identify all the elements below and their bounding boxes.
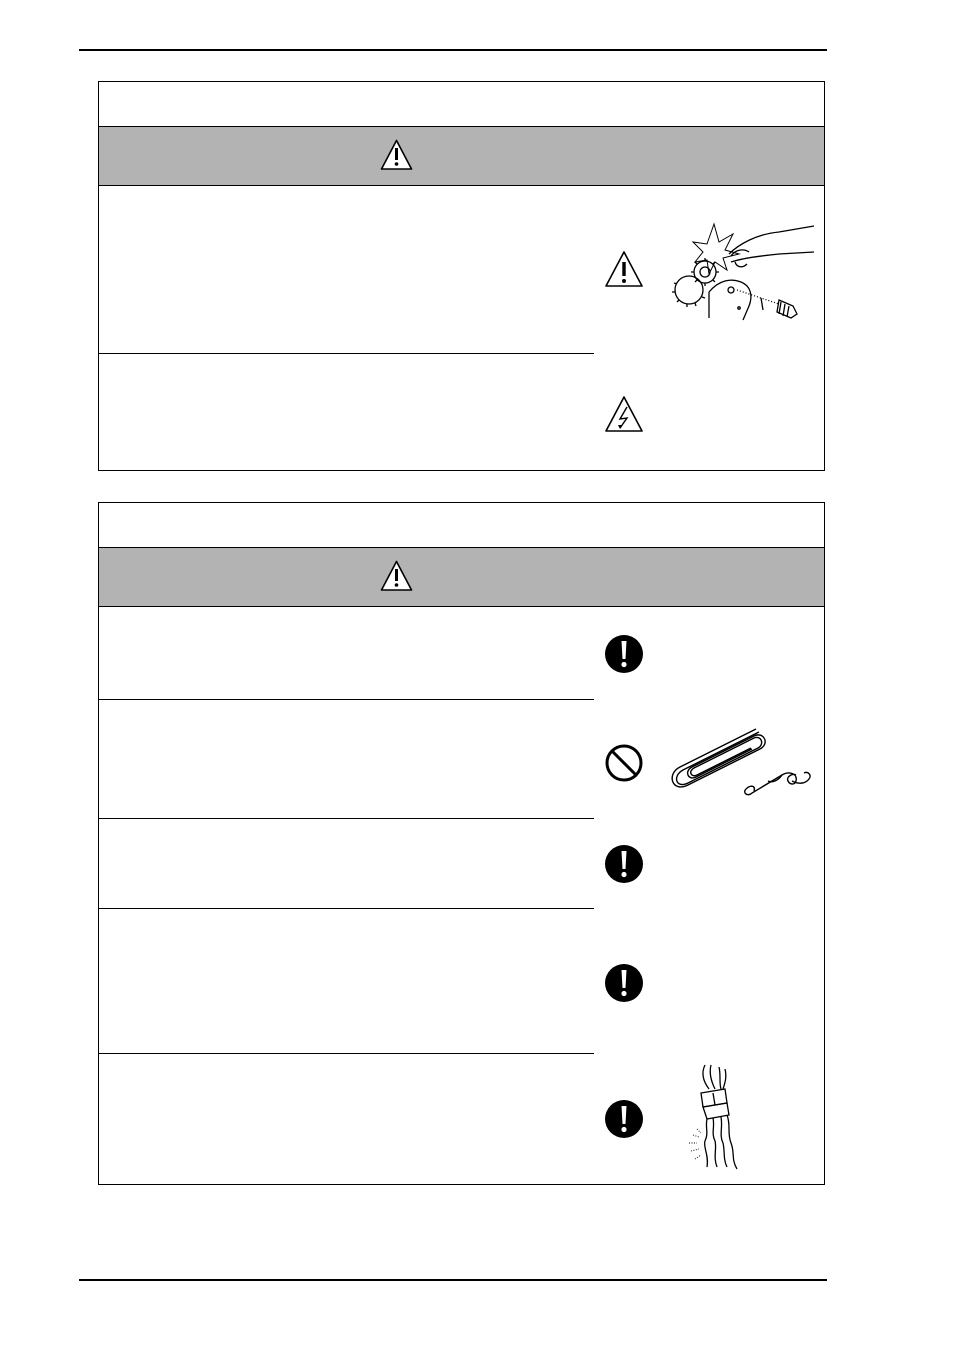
warning-triangle-icon xyxy=(604,250,644,290)
mandatory-action-icon xyxy=(604,1099,644,1139)
warning-band xyxy=(99,548,824,607)
section-item xyxy=(99,1054,594,1182)
mandatory-action-icon xyxy=(604,634,644,674)
mandatory-action-icon xyxy=(604,963,644,1003)
paper-clip-illustration xyxy=(664,723,814,798)
header-rule xyxy=(79,49,827,51)
damaged-cable-illustration xyxy=(679,1063,749,1173)
mandatory-action-icon xyxy=(604,844,644,884)
section-item xyxy=(99,700,594,819)
footer-rule xyxy=(79,1279,827,1281)
panel-title-row xyxy=(99,503,824,548)
section-item xyxy=(99,909,594,1054)
warning-band xyxy=(99,127,824,186)
caution-panel-2 xyxy=(98,502,825,1185)
prohibition-icon xyxy=(604,743,644,783)
electric-shock-icon xyxy=(604,395,644,435)
section-item xyxy=(99,186,594,354)
caution-panel-1 xyxy=(98,81,825,471)
section-item xyxy=(99,819,594,909)
section-item xyxy=(99,607,594,700)
warning-triangle-icon xyxy=(380,560,413,592)
section-item xyxy=(99,354,594,466)
panel-title-row xyxy=(99,82,824,127)
warning-triangle-icon xyxy=(380,139,413,171)
hand-gears-illustration xyxy=(669,222,819,327)
